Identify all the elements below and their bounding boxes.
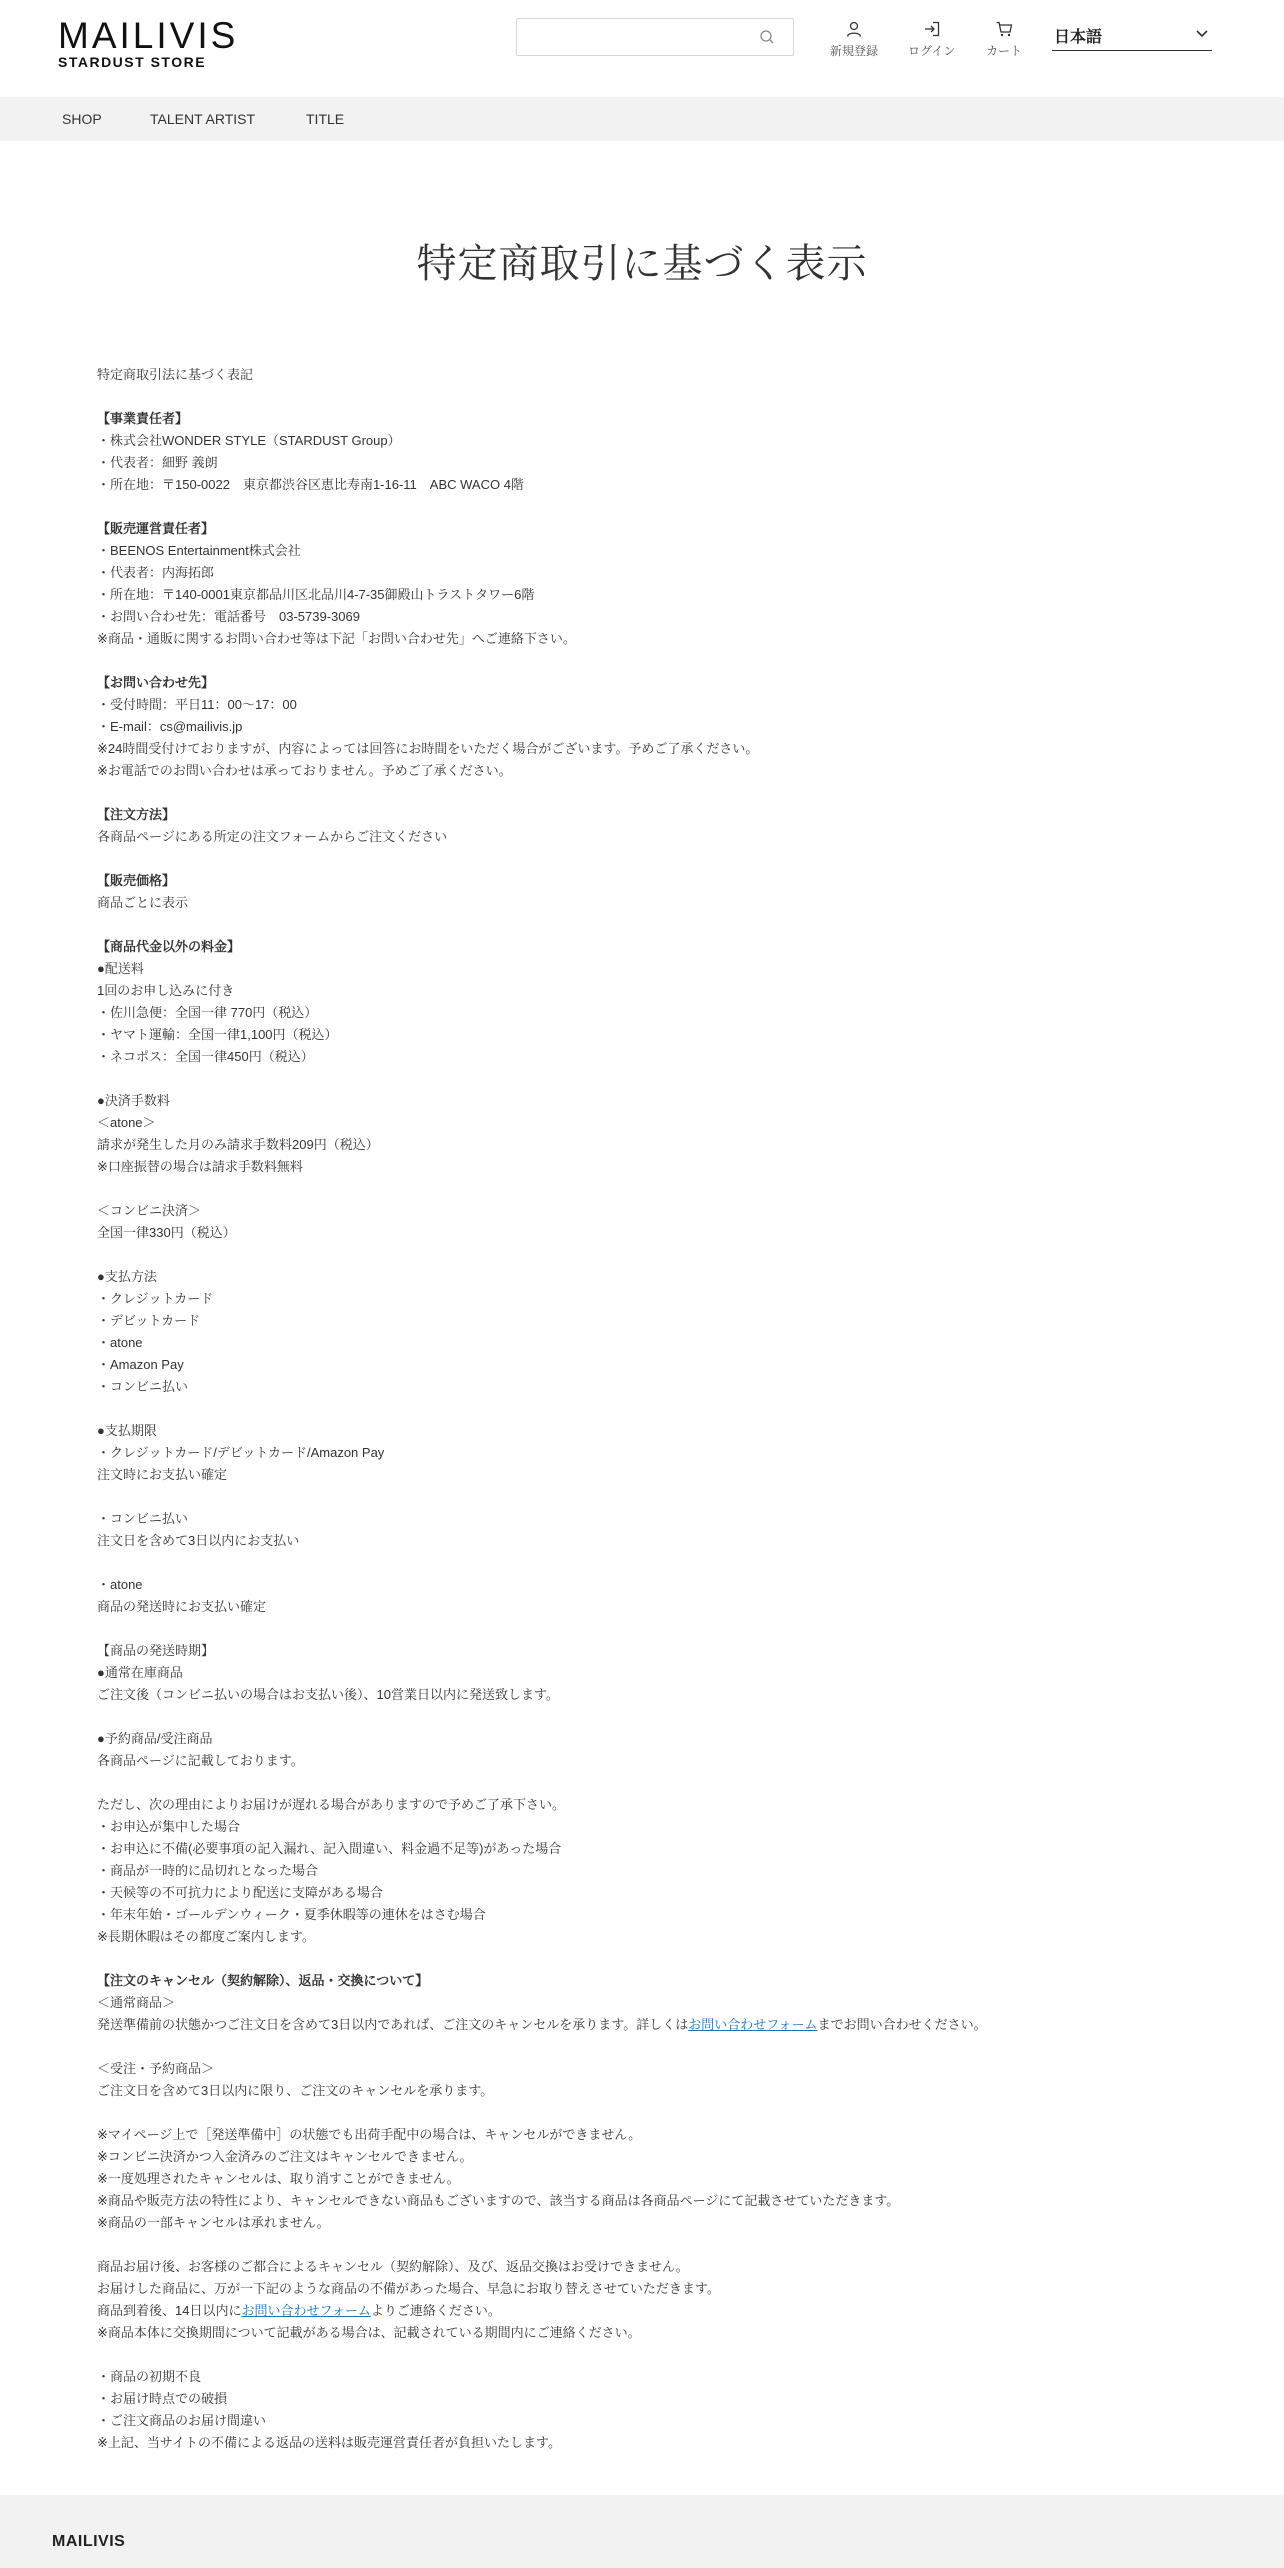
register-link[interactable]	[830, 20, 878, 59]
site-footer	[0, 2495, 1284, 2568]
text-line: ※一度処理されたキャンセルは、取り消すことができません。	[97, 2171, 460, 2186]
text-line: ※コンビニ決済かつ入金済みのご注文はキャンセルできません。	[97, 2149, 473, 2164]
contact-form-link[interactable]: お問い合わせフォーム	[688, 2017, 818, 2032]
text-line	[97, 1244, 1197, 1266]
text-line: 請求が発生した月のみ請求手数料209円（税込）	[97, 1137, 379, 1152]
register-label: 新規登録	[830, 44, 879, 58]
language-label: 日本語	[1054, 29, 1103, 46]
text-line: ●通常在庫商品	[97, 1665, 183, 1680]
text-line	[97, 2036, 1197, 2058]
text-line: ＜コンビニ決済＞	[97, 1203, 202, 1218]
main-nav	[0, 97, 1284, 141]
cart-icon	[995, 20, 1013, 38]
text-line: ※上記、当サイトの不備による返品の送料は販売運営責任者が負担いたします。	[97, 2435, 561, 2450]
contact-form-link[interactable]: お問い合わせフォーム	[241, 2303, 371, 2318]
cart-link[interactable]	[986, 20, 1022, 59]
text-line: ●配送料	[97, 961, 144, 976]
text-line: ※お電話でのお問い合わせは承っておりません。予めご了承ください。	[97, 763, 512, 778]
logo-sub: STARDUST STORE	[58, 54, 207, 70]
text-line: ご注文後（コンビニ払いの場合はお支払い後）、10営業日以内に発送致します。	[97, 1687, 559, 1702]
footer-brand: MAILIVIS	[52, 2533, 126, 2550]
text-line: 全国一律330円（税込）	[97, 1225, 236, 1240]
text-line: ・ご注文商品のお届け間違い	[97, 2413, 267, 2428]
text-line: ・コンビニ払い	[97, 1511, 189, 1526]
text-line: ただし、次の理由によりお届けが遅れる場合がありますので予めご了承下さい。	[97, 1797, 566, 1812]
text-line: ・所在地：〒140-0001東京都品川区北品川4-7-35御殿山トラストタワー6階	[97, 587, 535, 602]
text-line: ・クレジットカード/デビットカード/Amazon Pay	[97, 1445, 385, 1460]
text-line: ・商品が一時的に品切れとなった場合	[97, 1863, 319, 1878]
text-line: 【商品代金以外の料金】	[97, 939, 241, 954]
text-line	[97, 2300, 1197, 2322]
legal-notice-body	[97, 364, 1197, 2454]
text-line	[97, 1706, 1197, 1728]
text-line: 特定商取引法に基づく表記	[97, 367, 254, 382]
login-icon	[923, 20, 941, 38]
text-line: ・Amazon Pay	[97, 1357, 184, 1372]
text-line: 【事業責任者】	[97, 411, 189, 426]
search-input[interactable]	[525, 25, 749, 51]
text-line: 【販売運営責任者】	[97, 521, 215, 536]
text-line: ・お申込が集中した場合	[97, 1819, 241, 1834]
page-title: 特定商取引に基づく表示	[416, 242, 868, 286]
text-line: お届けした商品に、万が一下記のような商品の不備があった場合、早急にお取り替えさせていただきます。	[97, 2281, 720, 2296]
text-line: ・天候等の不可抗力により配送に支障がある場合	[97, 1885, 384, 1900]
text-line	[97, 386, 1197, 408]
text-line: ・代表者：内海拓郎	[97, 565, 215, 580]
text-segment: 商品到着後、14日以内に	[97, 2303, 242, 2318]
text-line: ・デビットカード	[97, 1313, 201, 1328]
site-logo[interactable]	[58, 16, 238, 70]
text-line: ・お申込に不備(必要事項の記入漏れ、記入間違い、料金過不足等)があった場合	[97, 1841, 562, 1856]
text-line	[97, 1552, 1197, 1574]
nav-shop[interactable]: SHOP	[62, 111, 102, 127]
text-line: ＜atone＞	[97, 1115, 156, 1130]
text-line: 1回のお申し込みに付き	[97, 983, 235, 998]
text-line: ・佐川急便：全国一律 770円（税込）	[97, 1005, 318, 1020]
text-line	[97, 1948, 1197, 1970]
text-line: 各商品ページに記載しております。	[97, 1753, 304, 1768]
text-line: ※商品の一部キャンセルは承れません。	[97, 2215, 330, 2230]
search-box	[516, 18, 794, 56]
text-line: ・お届け時点での破損	[97, 2391, 228, 2406]
text-line	[97, 1068, 1197, 1090]
text-line	[97, 2344, 1197, 2366]
text-line: ※マイページ上で［発送準備中］の状態でも出荷手配中の場合は、キャンセルができません。	[97, 2127, 642, 2142]
text-line	[97, 1486, 1197, 1508]
text-line: ・atone	[97, 1577, 143, 1592]
text-line: ご注文日を含めて3日以内に限り、ご注文のキャンセルを承ります。	[97, 2083, 494, 2098]
text-line: ・ヤマト運輸：全国一律1,100円（税込）	[97, 1027, 338, 1042]
text-line: 商品の発送時にお支払い確定	[97, 1599, 267, 1614]
language-select[interactable]	[1052, 22, 1212, 51]
text-line: ※商品・通販に関するお問い合わせ等は下記「お問い合わせ先」へご連絡下さい。	[97, 631, 576, 646]
text-line: 【お問い合わせ先】	[97, 675, 215, 690]
text-line	[97, 496, 1197, 518]
text-line: ※24時間受付けておりますが、内容によっては回答にお時間をいただく場合がございます。予めご了承ください。	[97, 741, 759, 756]
text-line: ※長期休暇はその都度ご案内します。	[97, 1929, 315, 1944]
text-line	[97, 848, 1197, 870]
text-line: ＜通常商品＞	[97, 1995, 176, 2010]
text-line: ・お問い合わせ先：電話番号 03-5739-3069	[97, 609, 360, 624]
text-line: ・コンビニ払い	[97, 1379, 189, 1394]
text-line	[97, 914, 1197, 936]
text-line: ・受付時間：平日11：00～17：00	[97, 697, 297, 712]
login-label: ログイン	[908, 44, 956, 58]
cart-label: カート	[986, 44, 1023, 58]
site-header	[0, 0, 1284, 97]
text-line: ＜受注・予約商品＞	[97, 2061, 215, 2076]
text-line	[97, 1178, 1197, 1200]
text-line: ・クレジットカード	[97, 1291, 214, 1306]
text-line: ●決済手数料	[97, 1093, 170, 1108]
text-line: ※口座振替の場合は請求手数料無料	[97, 1159, 303, 1174]
text-line: ・年末年始・ゴールデンウィーク・夏季休暇等の連休をはさむ場合	[97, 1907, 486, 1922]
text-line	[97, 650, 1197, 672]
text-line: 注文日を含めて3日以内にお支払い	[97, 1533, 300, 1548]
text-line	[97, 782, 1197, 804]
text-segment: 発送準備前の状態かつご注文日を含めて3日以内であれば、ご注文のキャンセルを承ります。詳しくは	[97, 2017, 689, 2032]
text-line: ●支払方法	[97, 1269, 157, 1284]
logo-main: MAILIVIS	[58, 15, 239, 56]
text-line: 【注文のキャンセル（契約解除）、返品・交換について】	[97, 1973, 429, 1988]
chevron-down-icon	[1196, 30, 1208, 38]
text-line: ※商品や販売方法の特性により、キャンセルできない商品もございますので、該当する商品は各商品ページにて記載させていただきます。	[97, 2193, 900, 2208]
nav-talent-artist[interactable]: TALENT ARTIST	[150, 111, 256, 127]
text-line: ・ネコポス：全国一律450円（税込）	[97, 1049, 314, 1064]
user-icon	[845, 20, 863, 38]
text-line	[97, 2014, 1197, 2036]
text-line: ・所在地：〒150-0022 東京都渋谷区恵比寿南1-16-11 ABC WACO 4階	[97, 477, 524, 492]
text-line	[97, 1618, 1197, 1640]
search-icon[interactable]	[759, 29, 775, 45]
text-segment: までお問い合わせください。	[817, 2017, 987, 2032]
text-line: ・商品の初期不良	[97, 2369, 202, 2384]
text-line: 【販売価格】	[97, 873, 176, 888]
text-line	[97, 1772, 1197, 1794]
text-line: ・代表者：細野 義朗	[97, 455, 218, 470]
text-line: ・株式会社WONDER STYLE（STARDUST Group）	[97, 433, 401, 448]
text-line: ・BEENOS Entertainment株式会社	[97, 543, 301, 558]
text-line: ※商品本体に交換期間について記載がある場合は、記載されている期間内にご連絡ください。	[97, 2325, 641, 2340]
text-line	[97, 2234, 1197, 2256]
text-line: 各商品ページにある所定の注文フォームからご注文ください	[97, 829, 448, 844]
text-line: 商品ごとに表示	[97, 895, 189, 910]
text-line: ・E-mail：cs@mailivis.jp	[97, 719, 243, 734]
text-line: ●支払期限	[97, 1423, 157, 1438]
text-line: 【注文方法】	[97, 807, 176, 822]
text-line: 商品お届け後、お客様のご都合によるキャンセル（契約解除）、及び、返品交換はお受けできません。	[97, 2259, 689, 2274]
login-link[interactable]	[908, 20, 955, 59]
nav-title[interactable]: TITLE	[306, 111, 345, 127]
text-line	[97, 2102, 1197, 2124]
text-line: 注文時にお支払い確定	[97, 1467, 228, 1482]
text-segment: よりご連絡ください。	[370, 2303, 501, 2318]
text-line: 【商品の発送時期】	[97, 1643, 215, 1658]
text-line	[97, 1398, 1197, 1420]
text-line: ・atone	[97, 1335, 143, 1350]
text-line: ●予約商品/受注商品	[97, 1731, 213, 1746]
